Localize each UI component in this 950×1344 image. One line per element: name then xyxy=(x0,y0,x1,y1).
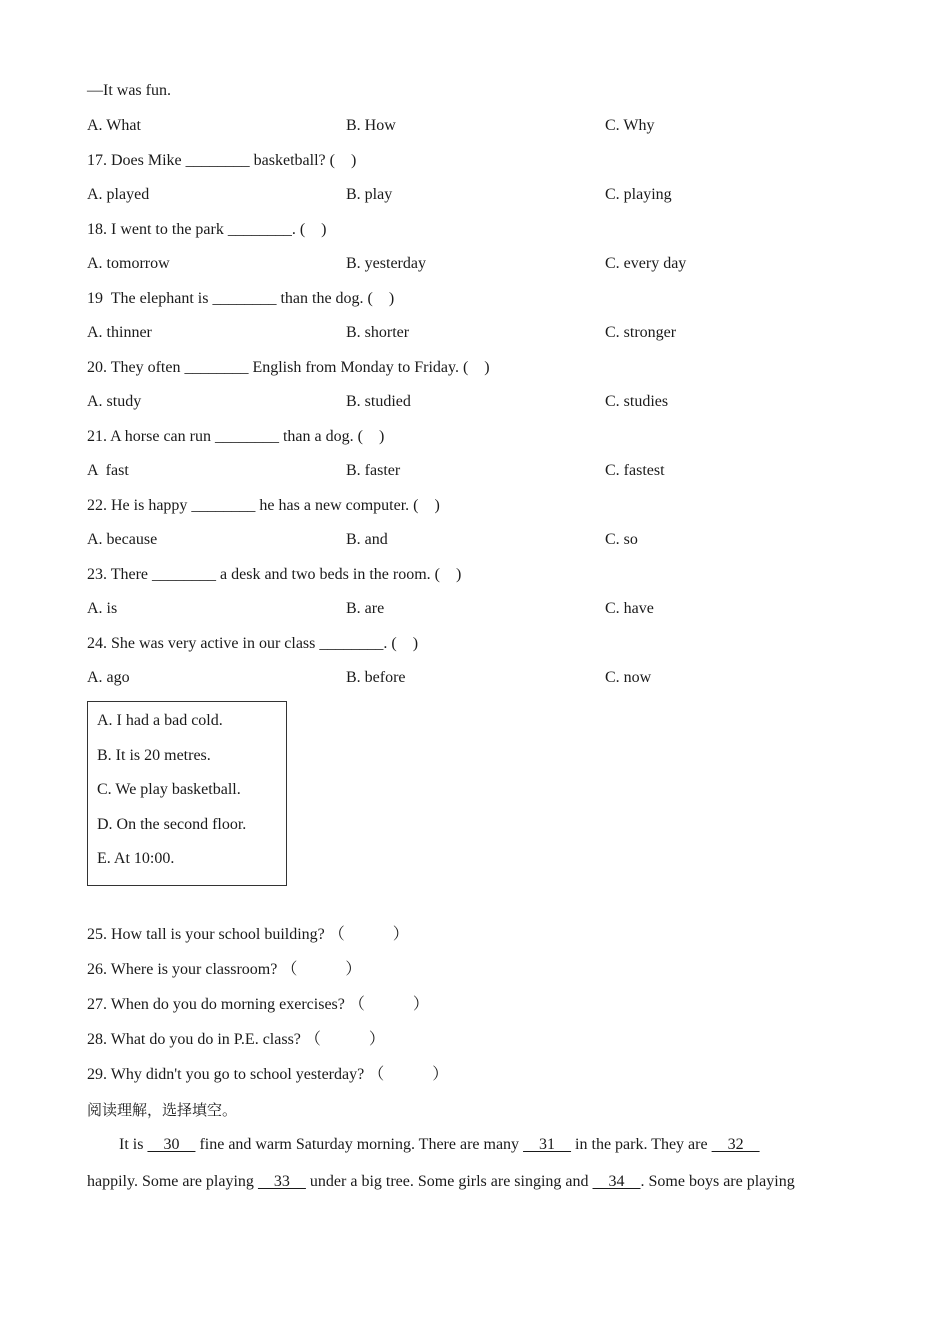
q20-option-c: C. studies xyxy=(605,393,669,410)
q18-option-c: C. every day xyxy=(605,255,687,272)
q17-option-a: A. played xyxy=(87,186,150,203)
q23-option-b: B. are xyxy=(346,600,385,617)
passage-text: fine and warm Saturday morning. There are many xyxy=(195,1136,524,1153)
answer-choice-c: C. We play basketball. xyxy=(97,781,241,798)
q23-option-a: A. is xyxy=(87,600,118,617)
passage-text: . Some boys are playing xyxy=(640,1173,795,1190)
q24-option-a: A. ago xyxy=(87,669,130,686)
reading-heading: 阅读理解，选择填空。 xyxy=(87,1101,238,1119)
q23-option-c: C. have xyxy=(605,600,654,617)
q18-option-b: B. yesterday xyxy=(346,255,426,272)
q18-option-a: A. tomorrow xyxy=(87,255,170,272)
passage-text: in the park. They are xyxy=(571,1136,712,1153)
answer-choices-box xyxy=(87,701,287,886)
q19-option-a: A. thinner xyxy=(87,324,152,341)
passage-text: happily. Some are playing xyxy=(87,1173,258,1190)
passage-text: under a big tree. Some girls are singing and xyxy=(305,1173,593,1190)
answer-choice-e: E. At 10:00. xyxy=(97,850,175,867)
blank-32: 32 xyxy=(711,1136,760,1153)
question-29: 29. Why didn't you go to school yesterday? （ ） xyxy=(87,1066,449,1083)
question-28: 28. What do you do in P.E. class? （ ） xyxy=(87,1031,385,1048)
q20-option-b: B. studied xyxy=(346,393,411,410)
q16-option-a: A. What xyxy=(87,117,141,134)
q21-option-c: C. fastest xyxy=(605,462,665,479)
blank-31: 31 xyxy=(523,1136,572,1153)
q21-option-b: B. faster xyxy=(346,462,401,479)
answer-choice-d: D. On the second floor. xyxy=(97,816,247,833)
question-25: 25. How tall is your school building? （ ） xyxy=(87,926,409,943)
question-24: 24. She was very active in our class ________. ( ) xyxy=(87,635,419,652)
question-23: 23. There ________ a desk and two beds in the room. ( ) xyxy=(87,566,462,583)
blank-34: 34 xyxy=(592,1173,641,1190)
q16-option-c: C. Why xyxy=(605,117,655,134)
q24-option-c: C. now xyxy=(605,669,652,686)
q19-option-b: B. shorter xyxy=(346,324,410,341)
question-21: 21. A horse can run ________ than a dog. ( ) xyxy=(87,428,385,445)
answer-choice-a: A. I had a bad cold. xyxy=(97,712,223,729)
question-19: 19 The elephant is ________ than the dog. ( ) xyxy=(87,290,395,307)
question-22: 22. He is happy ________ he has a new computer. ( ) xyxy=(87,497,440,514)
question-18: 18. I went to the park ________. ( ) xyxy=(87,221,327,238)
q22-option-a: A. because xyxy=(87,531,158,548)
q17-option-b: B. play xyxy=(346,186,393,203)
blank-33: 33 xyxy=(257,1173,306,1190)
passage-line-1 xyxy=(119,1135,760,1155)
question-26: 26. Where is your classroom? （ ） xyxy=(87,961,362,978)
q17-option-c: C. playing xyxy=(605,186,672,203)
question-20: 20. They often ________ English from Monday to Friday. ( ) xyxy=(87,359,490,376)
question-27: 27. When do you do morning exercises? （ ） xyxy=(87,996,429,1013)
passage-text: It is xyxy=(119,1136,148,1153)
q21-option-a: A fast xyxy=(87,462,129,479)
blank-30: 30 xyxy=(147,1136,196,1153)
intro-answer: —It was fun. xyxy=(87,82,171,99)
q19-option-c: C. stronger xyxy=(605,324,677,341)
q24-option-b: B. before xyxy=(346,669,406,686)
question-17: 17. Does Mike ________ basketball? ( ) xyxy=(87,152,357,169)
answer-choice-b: B. It is 20 metres. xyxy=(97,747,211,764)
q22-option-c: C. so xyxy=(605,531,638,548)
q22-option-b: B. and xyxy=(346,531,388,548)
q20-option-a: A. study xyxy=(87,393,142,410)
q16-option-b: B. How xyxy=(346,117,396,134)
passage-line-2 xyxy=(87,1172,795,1192)
